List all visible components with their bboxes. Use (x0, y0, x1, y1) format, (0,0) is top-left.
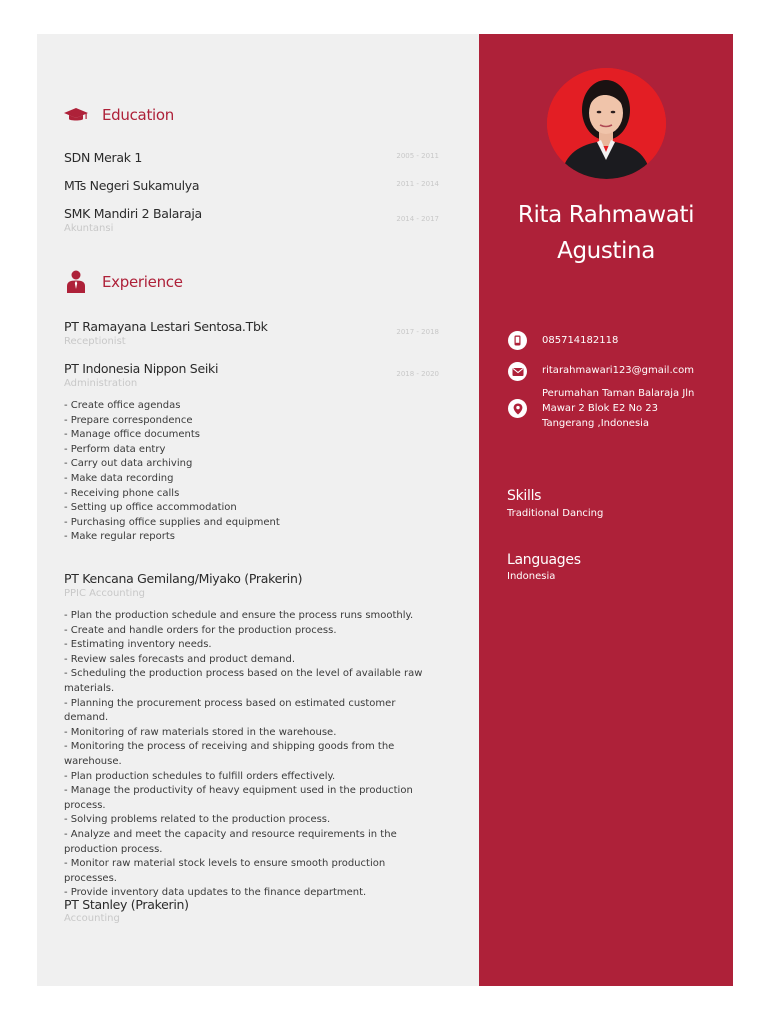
task-item: - Create and handle orders for the production process. (64, 624, 337, 636)
task-item: - Scheduling the production process based on the level of available raw materials. (64, 668, 423, 694)
task-item: - Perform data entry (64, 443, 166, 455)
task-item: - Carry out data archiving (64, 458, 193, 470)
email-address: ritarahmawari123@gmail.com (542, 365, 694, 376)
task-item: - Analyze and meet the capacity and resource requirements in the production process. (64, 828, 397, 855)
task-item: - Planning the procurement process based on estimated customer demand. (64, 697, 396, 724)
task-item: - Monitoring of raw materials stored in the warehouse. (64, 726, 337, 738)
task-item: - Make regular reports (64, 531, 175, 543)
phone-number: 085714182118 (542, 335, 619, 346)
task-item: - Setting up office accommodation (64, 502, 237, 514)
language-item: Indonesia (507, 571, 556, 582)
left-column (37, 34, 479, 986)
task-item: - Purchasing office supplies and equipment (64, 516, 280, 528)
task-item: - Estimating inventory needs. (64, 639, 212, 651)
education-years: 2014 - 2017 (396, 215, 439, 223)
education-school: SDN Merak 1 (64, 150, 143, 165)
contact-email (508, 362, 712, 381)
resume-page (37, 34, 733, 986)
experience-role: PPIC Accounting (64, 588, 146, 599)
experience-role: Accounting (64, 913, 120, 924)
experience-years: 2017 - 2018 (396, 328, 439, 336)
task-item: - Solving problems related to the production process. (64, 814, 331, 826)
languages-heading: Languages (507, 552, 581, 568)
task-item: - Plan the production schedule and ensure the process runs smoothly. (64, 610, 414, 621)
education-heading (64, 103, 174, 127)
person-icon (64, 270, 88, 294)
location-pin-icon (508, 399, 527, 418)
experience-years: 2018 - 2020 (396, 370, 439, 378)
task-list (64, 399, 440, 545)
skill-item: Traditional Dancing (507, 508, 604, 519)
full-name (479, 197, 733, 269)
phone-icon (508, 331, 527, 350)
education-title: Education (102, 106, 174, 124)
task-item: - Plan production schedules to fulfill orders effectively. (64, 770, 336, 782)
education-school: MTs Negeri Sukamulya (64, 178, 200, 193)
profile-photo (547, 68, 666, 179)
experience-company: PT Kencana Gemilang/Miyako (Prakerin) (64, 571, 303, 586)
contact-address (508, 386, 712, 431)
envelope-icon (508, 362, 527, 381)
task-item: - Provide inventory data updates to the finance department. (64, 887, 367, 899)
experience-company: PT Stanley (Prakerin) (64, 897, 189, 912)
task-item: - Prepare correspondence (64, 414, 193, 426)
experience-heading (64, 270, 183, 294)
task-list (64, 609, 440, 901)
skills-heading: Skills (507, 488, 542, 504)
experience-role: Receptionist (64, 336, 126, 347)
education-major: Akuntansi (64, 223, 114, 234)
experience-company: PT Indonesia Nippon Seiki (64, 361, 219, 376)
task-item: - Manage the productivity of heavy equipment used in the production process. (64, 785, 413, 811)
education-years: 2005 - 2011 (396, 152, 439, 160)
task-item: - Receiving phone calls (64, 487, 180, 499)
name-line: Agustina (557, 238, 655, 264)
task-item: - Monitoring the process of receiving and shipping goods from the warehouse. (64, 741, 395, 767)
task-item: - Make data recording (64, 472, 174, 484)
right-column (479, 34, 733, 986)
experience-role: Administration (64, 378, 138, 389)
experience-company: PT Ramayana Lestari Sentosa.Tbk (64, 319, 268, 334)
task-item: - Create office agendas (64, 400, 181, 411)
task-item: - Manage office documents (64, 429, 200, 441)
name-line: Rita Rahmawati (517, 202, 695, 228)
graduation-cap-icon (64, 103, 88, 127)
address-text: Perumahan Taman Balaraja Jln Mawar 2 Blok E2 No 23 Tangerang ,Indonesia (542, 388, 695, 429)
experience-title: Experience (102, 273, 183, 291)
contact-phone (508, 331, 712, 350)
education-years: 2011 - 2014 (396, 180, 439, 188)
education-school: SMK Mandiri 2 Balaraja (64, 206, 202, 221)
task-item: - Monitor raw material stock levels to ensure smooth production processes. (64, 858, 386, 884)
task-item: - Review sales forecasts and product demand. (64, 653, 295, 665)
